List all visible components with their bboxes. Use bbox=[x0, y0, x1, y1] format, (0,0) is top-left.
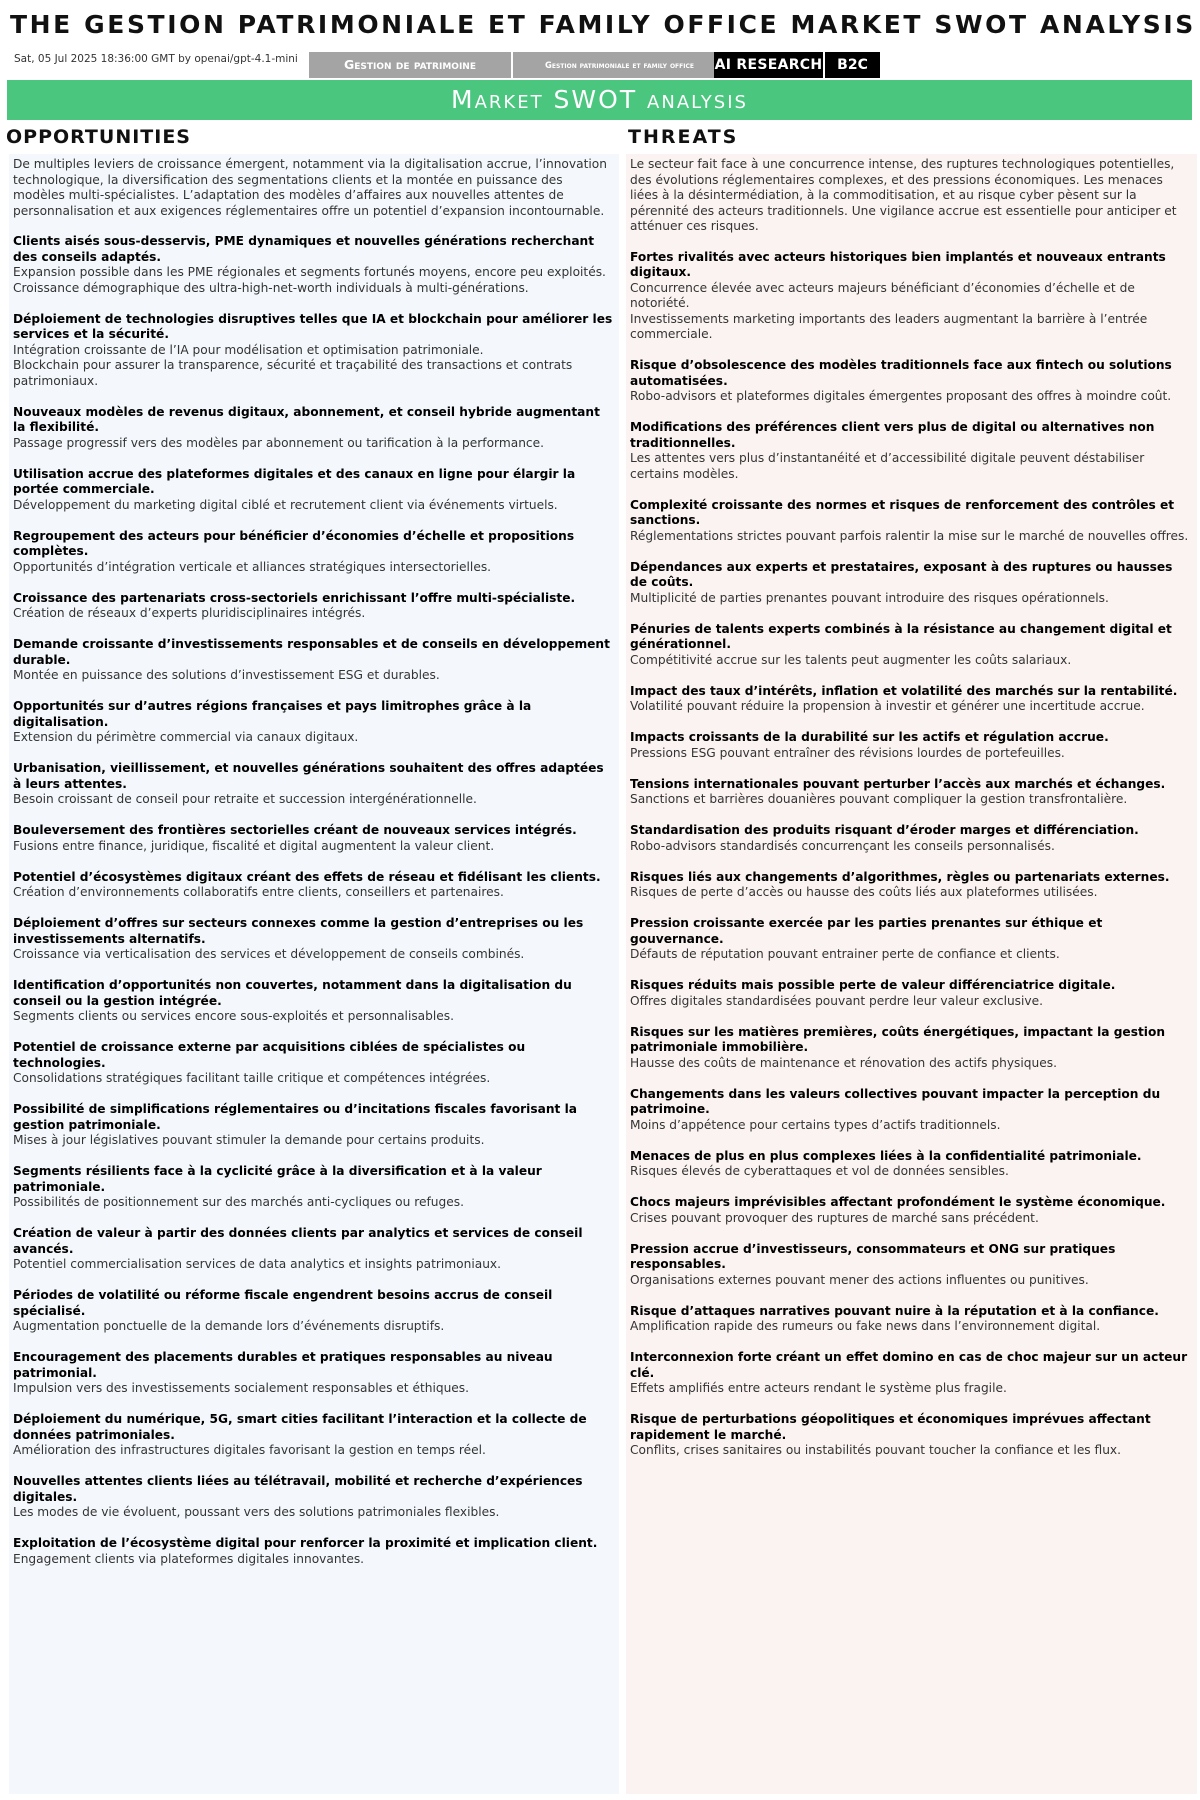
meta-row bbox=[14, 52, 1194, 79]
opportunity-item-title: Identification d’opportunités non couvertes, notamment dans la digitalisation du conseil ou la gestion intégrée. bbox=[13, 978, 572, 1008]
threat-item bbox=[630, 420, 1193, 482]
threat-item-desc: Moins d’appétence pour certains types d’actifs traditionnels. bbox=[630, 1117, 1001, 1132]
threat-item bbox=[630, 1149, 1193, 1180]
opportunity-item-desc: Impulsion vers des investissements socialement responsables et éthiques. bbox=[13, 1381, 470, 1395]
threat-item-title: Changements dans les valeurs collectives pouvant impacter la perception du patrimoine. bbox=[630, 1086, 1161, 1116]
opportunity-item-desc: Intégration croissante de l’IA pour modélisation et optimisation patrimoniale. bbox=[13, 342, 484, 357]
threat-item bbox=[630, 823, 1193, 854]
threat-item-title: Risque d’obsolescence des modèles traditionnels face aux fintech ou solutions automatisées. bbox=[630, 358, 1172, 388]
threat-item-desc: Crises pouvant provoquer des ruptures de marché sans précédent. bbox=[630, 1210, 1039, 1225]
opportunity-item-title: Déploiement du numérique, 5G, smart cities facilitant l’interaction et la collecte de données patrimoniales. bbox=[13, 1412, 587, 1442]
tag-gestion-patrimoniale-family-office[interactable]: Gestion patrimoniale et family office bbox=[513, 52, 726, 78]
opportunity-item bbox=[13, 1536, 615, 1567]
threat-item-title: Pénuries de talents experts combinés à la résistance au changement digital et générationnel. bbox=[630, 621, 1172, 651]
threat-item bbox=[630, 1195, 1193, 1226]
page-title: THE GESTION PATRIMONIALE ET FAMILY OFFICE MARKET SWOT ANALYSIS bbox=[10, 10, 1196, 39]
threat-item bbox=[630, 622, 1193, 669]
opportunity-item-desc: Montée en puissance des solutions d’investissement ESG et durables. bbox=[13, 668, 440, 682]
opportunity-item-desc: Besoin croissant de conseil pour retraite et succession intergénérationnelle. bbox=[13, 792, 477, 806]
tag-ai-research[interactable]: AI RESEARCH bbox=[714, 52, 823, 78]
opportunity-item-title: Périodes de volatilité ou réforme fiscale engendrent besoins accrus de conseil spécialisé. bbox=[13, 1288, 553, 1318]
opportunity-item bbox=[13, 591, 615, 622]
opportunity-item-title: Nouveaux modèles de revenus digitaux, abonnement, et conseil hybride augmentant la flexibilité. bbox=[13, 404, 600, 434]
opportunity-item-title: Possibilité de simplifications réglementaires ou d’incitations fiscales favorisant la gestion patrimoniale. bbox=[13, 1102, 577, 1132]
opportunity-item bbox=[13, 1102, 615, 1149]
threats-body bbox=[626, 154, 1197, 1794]
tag-gestion-de-patrimoine[interactable]: Gestion de patrimoine bbox=[309, 52, 511, 78]
threat-item-title: Tensions internationales pouvant perturber l’accès aux marchés et échanges. bbox=[630, 776, 1166, 791]
opportunity-item-desc: Croissance via verticalisation des services et développement de conseils combinés. bbox=[13, 947, 525, 961]
threat-item bbox=[630, 1242, 1193, 1289]
threat-item-desc: Amplification rapide des rumeurs ou fake news dans l’environnement digital. bbox=[630, 1319, 1101, 1333]
opportunity-item bbox=[13, 234, 615, 296]
opportunity-item-title: Demande croissante d’investissements responsables et de conseils en développement durable. bbox=[13, 637, 610, 667]
threat-item bbox=[630, 560, 1193, 607]
threat-item bbox=[630, 1087, 1193, 1134]
opportunity-item bbox=[13, 312, 615, 390]
threat-item-title: Risques réduits mais possible perte de valeur différenciatrice digitale. bbox=[630, 978, 1116, 992]
opportunity-item-desc: Développement du marketing digital ciblé et recrutement client via événements virtuels. bbox=[13, 497, 558, 512]
opportunities-column bbox=[6, 124, 620, 1794]
opportunity-item-title: Clients aisés sous-desservis, PME dynamiques et nouvelles générations recherchant des conseils adaptés. bbox=[13, 234, 595, 264]
threat-item bbox=[630, 1025, 1193, 1072]
threat-item-title: Complexité croissante des normes et risques de renforcement des contrôles et sanctions. bbox=[630, 497, 1175, 527]
threat-item-desc: Conflits, crises sanitaires ou instabilités pouvant toucher la confiance et les flux. bbox=[630, 1443, 1122, 1457]
threat-item bbox=[630, 777, 1193, 808]
opportunity-item-desc: Consolidations stratégiques facilitant taille critique et compétences intégrées. bbox=[13, 1071, 491, 1085]
opportunity-item-desc: Amélioration des infrastructures digitales favorisant la gestion en temps réel. bbox=[13, 1443, 486, 1457]
threat-item-desc: Offres digitales standardisées pouvant perdre leur valeur exclusive. bbox=[630, 993, 1044, 1008]
opportunity-item-title: Exploitation de l’écosystème digital pour renforcer la proximité et implication client. bbox=[13, 1536, 598, 1550]
opportunity-item bbox=[13, 1288, 615, 1335]
opportunity-item-title: Nouvelles attentes clients liées au télétravail, mobilité et recherche d’expériences digitales. bbox=[13, 1474, 583, 1504]
opportunity-item-title: Utilisation accrue des plateformes digitales et des canaux en ligne pour élargir la portée commerciale. bbox=[13, 466, 576, 496]
opportunity-item-desc: Potentiel commercialisation services de data analytics et insights patrimoniaux. bbox=[13, 1257, 502, 1271]
threats-intro: Le secteur fait face à une concurrence intense, des ruptures technologiques potentielles, des évolutions réglementaires complexes, et des pressions économiques. Les menaces liées à la désintermédiation, à la commoditisation, et au risque cyber pèsent sur la pérennité des acteurs traditionnels. Une vigilance accrue est essentielle pour anticiper et atténuer ces risques. bbox=[630, 157, 1177, 233]
threat-item-desc: Investissements marketing importants des leaders augmentant la barrière à l’entrée commerciale. bbox=[630, 311, 1148, 341]
threat-item-title: Modifications des préférences client vers plus de digital ou alternatives non traditionnelles. bbox=[630, 420, 1155, 450]
threat-item bbox=[630, 498, 1193, 545]
opportunity-item-desc: Opportunités d’intégration verticale et alliances stratégiques intersectorielles. bbox=[13, 559, 492, 574]
threat-item-desc: Volatilité pouvant réduire la propension à investir et générer une incertitude accrue. bbox=[630, 699, 1145, 713]
threat-item-title: Interconnexion forte créant un effet domino en cas de choc majeur sur un acteur clé. bbox=[630, 1350, 1188, 1380]
byline: Sat, 05 Jul 2025 18:36:00 GMT by openai/gpt-4.1-mini bbox=[14, 53, 298, 65]
opportunity-item bbox=[13, 1164, 615, 1211]
threat-item-title: Standardisation des produits risquant d’éroder marges et différenciation. bbox=[630, 823, 1139, 837]
opportunities-heading: OPPORTUNITIES bbox=[6, 126, 191, 148]
opportunity-item-desc: Expansion possible dans les PME régionales et segments fortunés moyens, encore peu exploités. bbox=[13, 265, 606, 279]
opportunity-item-desc: Blockchain pour assurer la transparence, sécurité et traçabilité des transactions et contrats patrimoniaux. bbox=[13, 358, 573, 388]
threat-item bbox=[630, 978, 1193, 1009]
threat-item-title: Risques liés aux changements d’algorithmes, règles ou partenariats externes. bbox=[630, 869, 1170, 884]
threat-item-desc: Robo-advisors standardisés concurrençant les conseils personnalisés. bbox=[630, 838, 1055, 853]
threat-item-desc: Pressions ESG pouvant entraîner des révisions lourdes de portefeuilles. bbox=[630, 745, 1065, 760]
threat-item-title: Menaces de plus en plus complexes liées à la confidentialité patrimoniale. bbox=[630, 1148, 1142, 1163]
threat-item-desc: Effets amplifiés entre acteurs rendant le système plus fragile. bbox=[630, 1381, 1007, 1395]
threat-item bbox=[630, 358, 1193, 405]
opportunity-item bbox=[13, 637, 615, 684]
opportunity-item-desc: Les modes de vie évoluent, poussant vers des solutions patrimoniales flexibles. bbox=[13, 1505, 500, 1519]
opportunity-item-desc: Passage progressif vers des modèles par abonnement ou tarification à la performance. bbox=[13, 435, 544, 450]
opportunity-item-title: Opportunités sur d’autres régions françaises et pays limitrophes grâce à la digitalisation. bbox=[13, 699, 532, 729]
threat-item bbox=[630, 1412, 1193, 1459]
opportunity-item-title: Urbanisation, vieillissement, et nouvelles générations souhaitent des offres adaptées à leurs attentes. bbox=[13, 761, 604, 791]
section-banner: Market SWOT analysis bbox=[7, 80, 1192, 120]
opportunity-item-title: Regroupement des acteurs pour bénéficier d’économies d’échelle et propositions complètes. bbox=[13, 528, 575, 558]
threat-item-title: Pression accrue d’investisseurs, consommateurs et ONG sur pratiques responsables. bbox=[630, 1241, 1116, 1271]
threat-item bbox=[630, 1350, 1193, 1397]
opportunity-item bbox=[13, 1474, 615, 1521]
opportunity-item bbox=[13, 916, 615, 963]
opportunity-item-desc: Segments clients ou services encore sous-exploités et personnalisables. bbox=[13, 1009, 454, 1023]
opportunities-body bbox=[9, 154, 619, 1794]
threat-item-title: Impact des taux d’intérêts, inflation et volatilité des marchés sur la rentabilité. bbox=[630, 683, 1178, 698]
threat-item-title: Risques sur les matières premières, coûts énergétiques, impactant la gestion patrimoniale immobilière. bbox=[630, 1024, 1166, 1054]
threat-item-desc: Défauts de réputation pouvant entrainer perte de confiance et clients. bbox=[630, 947, 1060, 961]
opportunity-item bbox=[13, 467, 615, 514]
opportunity-item bbox=[13, 699, 615, 746]
threat-item bbox=[630, 250, 1193, 343]
opportunity-item bbox=[13, 1350, 615, 1397]
threat-item-desc: Robo-advisors et plateformes digitales émergentes proposant des offres à moindre coût. bbox=[630, 389, 1172, 403]
opportunity-item bbox=[13, 761, 615, 808]
threat-item bbox=[630, 730, 1193, 761]
opportunity-item-desc: Possibilités de positionnement sur des marchés anti-cycliques ou refuges. bbox=[13, 1195, 464, 1209]
opportunity-item-title: Encouragement des placements durables et pratiques responsables au niveau patrimonial. bbox=[13, 1350, 553, 1380]
threat-item bbox=[630, 870, 1193, 901]
opportunity-item-desc: Augmentation ponctuelle de la demande lors d’événements disruptifs. bbox=[13, 1319, 445, 1333]
threat-item-title: Pression croissante exercée par les parties prenantes sur éthique et gouvernance. bbox=[630, 916, 1103, 946]
opportunity-item bbox=[13, 870, 615, 901]
threat-item-desc: Concurrence élevée avec acteurs majeurs bénéficiant d’économies d’échelle et de notoriété. bbox=[630, 280, 1135, 310]
threat-item bbox=[630, 916, 1193, 963]
opportunity-item-desc: Création de réseaux d’experts pluridisciplinaires intégrés. bbox=[13, 606, 366, 620]
opportunity-item-desc: Engagement clients via plateformes digitales innovantes. bbox=[13, 1551, 365, 1566]
threat-item-title: Risque de perturbations géopolitiques et économiques imprévues affectant rapidement le marché. bbox=[630, 1412, 1151, 1442]
opportunity-item-title: Bouleversement des frontières sectorielles créant de nouveaux services intégrés. bbox=[13, 823, 577, 837]
opportunity-item bbox=[13, 823, 615, 854]
opportunity-item bbox=[13, 1040, 615, 1087]
threat-item-title: Impacts croissants de la durabilité sur les actifs et régulation accrue. bbox=[630, 730, 1109, 744]
threat-item-desc: Compétitivité accrue sur les talents peut augmenter les coûts salariaux. bbox=[630, 652, 1072, 667]
opportunity-item-title: Déploiement d’offres sur secteurs connexes comme la gestion d’entreprises ou les investissements alternatifs. bbox=[13, 916, 584, 946]
opportunities-list bbox=[13, 234, 615, 1567]
opportunity-item-desc: Croissance démographique des ultra-high-net-worth individuals à multi-générations. bbox=[13, 280, 529, 295]
threat-item-desc: Sanctions et barrières douanières pouvant compliquer la gestion transfrontalière. bbox=[630, 792, 1128, 806]
threat-item-title: Fortes rivalités avec acteurs historiques bien implantés et nouveaux entrants digitaux. bbox=[630, 249, 1166, 279]
opportunity-item bbox=[13, 1226, 615, 1273]
threats-list bbox=[630, 250, 1193, 1459]
opportunity-item-title: Segments résilients face à la cyclicité grâce à la diversification et à la valeur patrimoniale. bbox=[13, 1164, 542, 1194]
opportunity-item-desc: Mises à jour législatives pouvant stimuler la demande pour certains produits. bbox=[13, 1133, 485, 1147]
opportunity-item bbox=[13, 1412, 615, 1459]
threat-item-desc: Les attentes vers plus d’instantanéité et d’accessibilité digitale peuvent déstabiliser certains modèles. bbox=[630, 451, 1145, 481]
threat-item-desc: Risques de perte d’accès ou hausse des coûts liés aux plateformes utilisées. bbox=[630, 885, 1098, 899]
threats-column bbox=[626, 124, 1197, 1794]
threat-item-desc: Organisations externes pouvant mener des actions influentes ou punitives. bbox=[630, 1272, 1089, 1287]
threat-item-desc: Réglementations strictes pouvant parfois ralentir la mise sur le marché de nouvelles offres. bbox=[630, 528, 1189, 543]
opportunity-item-desc: Fusions entre finance, juridique, fiscalité et digital augmentent la valeur client. bbox=[13, 838, 495, 853]
opportunity-item-title: Potentiel d’écosystèmes digitaux créant des effets de réseau et fidélisant les clients. bbox=[13, 869, 601, 884]
threat-item-desc: Hausse des coûts de maintenance et rénovation des actifs physiques. bbox=[630, 1055, 1057, 1070]
opportunity-item bbox=[13, 529, 615, 576]
opportunity-item-title: Croissance des partenariats cross-sectoriels enrichissant l’offre multi-spécialiste. bbox=[13, 590, 576, 605]
threat-item bbox=[630, 684, 1193, 715]
opportunity-item-desc: Extension du périmètre commercial via canaux digitaux. bbox=[13, 730, 359, 744]
opportunity-item-desc: Création d’environnements collaboratifs entre clients, conseillers et partenaires. bbox=[13, 885, 504, 899]
opportunity-item-title: Déploiement de technologies disruptives telles que IA et blockchain pour améliorer les services et la sécurité. bbox=[13, 311, 613, 341]
tag-b2c[interactable]: B2C bbox=[825, 52, 880, 78]
threat-item-title: Dépendances aux experts et prestataires, exposant à des ruptures ou hausses de coûts. bbox=[630, 559, 1173, 589]
threat-item-desc: Multiplicité de parties prenantes pouvant introduire des risques opérationnels. bbox=[630, 590, 1109, 605]
opportunities-intro: De multiples leviers de croissance émergent, notamment via la digitalisation accrue, l’innovation technologique, la diversification des segmentations clients et la montée en puissance des modèles multi-spécialistes. L’adaptation des modèles d’affaires aux nouvelles attentes de personnalisation et aux exigences réglementaires offre un potentiel d’expansion incontournable. bbox=[13, 157, 607, 218]
opportunity-item bbox=[13, 405, 615, 452]
threat-item bbox=[630, 1304, 1193, 1335]
opportunity-item-title: Création de valeur à partir des données clients par analytics et services de conseil avancés. bbox=[13, 1226, 583, 1256]
threat-item-title: Risque d’attaques narratives pouvant nuire à la réputation et à la confiance. bbox=[630, 1303, 1159, 1318]
opportunity-item-title: Potentiel de croissance externe par acquisitions ciblées de spécialistes ou technologies. bbox=[13, 1040, 526, 1070]
opportunity-item bbox=[13, 978, 615, 1025]
threat-item-title: Chocs majeurs imprévisibles affectant profondément le système économique. bbox=[630, 1195, 1166, 1209]
threats-heading: THREATS bbox=[628, 126, 739, 148]
threat-item-desc: Risques élevés de cyberattaques et vol de données sensibles. bbox=[630, 1164, 1009, 1178]
